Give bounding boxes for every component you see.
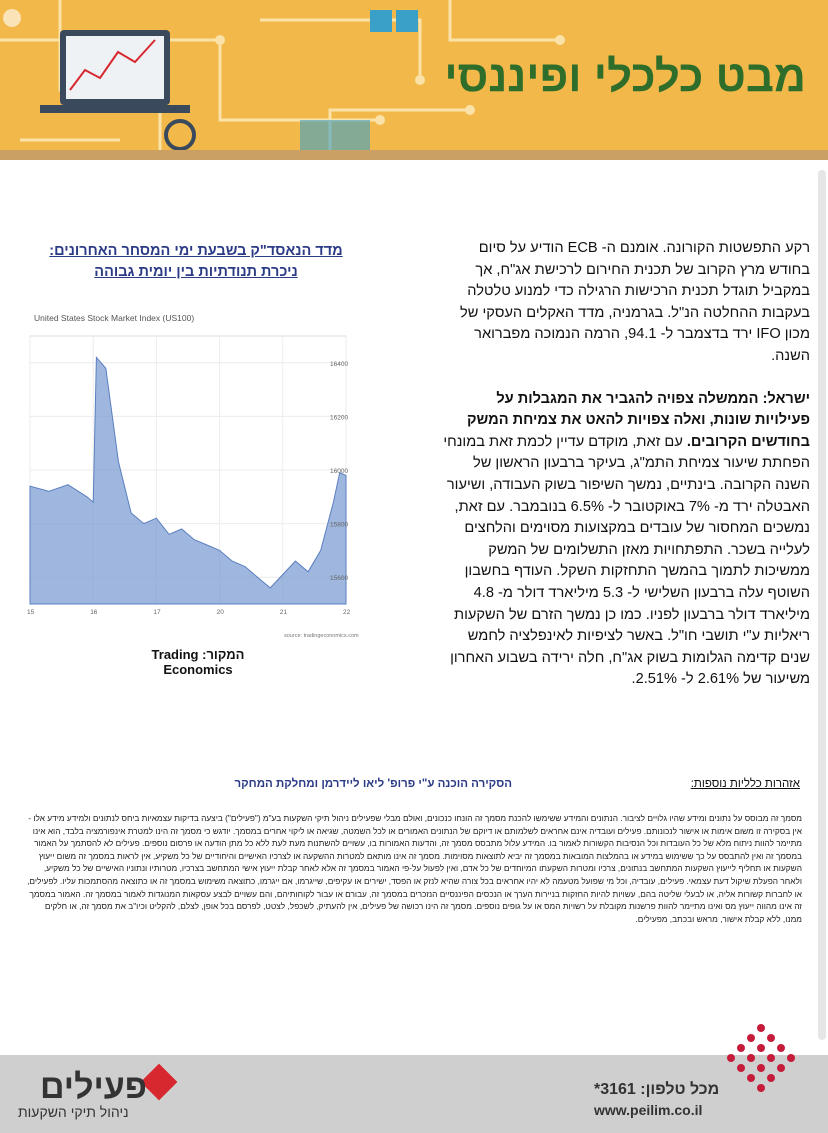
brand-dots-icon bbox=[726, 1022, 796, 1092]
chart-y-tick: 16400 bbox=[330, 360, 349, 368]
brand-name: פעילים bbox=[40, 1068, 147, 1106]
chart-x-tick: 22 bbox=[343, 609, 351, 616]
prepared-by: הסקירה הוכנה ע"י פרופ' ליאו ליידרמן ומחלקת המחקר bbox=[234, 778, 512, 790]
chart-inner-title: United States Stock Market Index (US100) bbox=[34, 313, 195, 323]
chart-source bbox=[118, 647, 278, 677]
chart-y-tick: 15800 bbox=[330, 521, 349, 529]
chart-x-tick: 17 bbox=[153, 609, 161, 616]
chart-title-line1: מדד הנאסד"ק בשבעת ימי המסחר האחרונים: bbox=[49, 243, 343, 259]
chart-x-tick: 21 bbox=[279, 609, 288, 616]
paragraph-israel-headline: ישראל: הממשלה צפויה להגביר את המגבלות על פעילויות שונות, ואלה צפויות להאט את צמיחת המשק בחודשים הקרובים. bbox=[466, 390, 810, 450]
scrollbar[interactable] bbox=[818, 170, 826, 1040]
main-text bbox=[440, 238, 810, 712]
chart-x-tick: 16 bbox=[90, 609, 98, 616]
chart-x-tick: 15 bbox=[27, 609, 35, 616]
chart-title-line2: ניכרת תנודתיות בין יומית גבוהה bbox=[94, 264, 298, 280]
disclaimer-heading: אזהרות כלליות נוספות: bbox=[690, 778, 800, 790]
source-value: Trading Economics bbox=[151, 647, 233, 677]
chart-title bbox=[30, 241, 362, 283]
chart-source-note: source: tradingeconomics.com bbox=[284, 633, 359, 639]
banner-title: מבט כלכלי ופיננסי bbox=[444, 52, 806, 101]
chart-y-tick: 16200 bbox=[330, 414, 349, 422]
chart-x-tick: 20 bbox=[216, 609, 224, 616]
footer-phone: מכל טלפון: 3161* bbox=[594, 1081, 720, 1098]
paragraph-israel-body: עם זאת, מוקדם עדיין לכמת זאת במונחי הפחתת שיעור צמיחת התמ"ג, בעיקר ברבעון הראשון של השנה הקרובה. בינתיים, נמשך השיפור בשוק העבודה, ושיעור האבטלה ירד מ- 7% באוקטובר ל- 6.5% בנובמבר. עם זאת, נמשכים המחסור של עובדים במקצועות מסוימים והלחצים לעלייה בשכר. התפתחויות מאזן התשלומים של המשק ממשיכות לתמוך בהמשך התחזקות השקל. העודף בחשבון השוטף עלה ברבעון השלישי ל- 5.3 מיליארד דולר מ- 4.8 מיליארד דולר ברבעון לפניו. כמו כן נמשך הזרם של השקעות ריאליות ע"י תושבי חו"ל. באשר לציפיות לאינפלציה לחמש שנים קדימה הגלומות בשוק אג"ח, חלה ירידה בשבוע האחרון משיעור של 2.61% ל- 2.51%. bbox=[443, 433, 810, 688]
chart-area bbox=[30, 357, 349, 604]
paragraph-israel bbox=[440, 389, 810, 691]
banner-strip bbox=[0, 150, 828, 160]
nasdaq-chart bbox=[28, 308, 360, 638]
chart-y-tick: 16000 bbox=[330, 468, 349, 475]
brand-subtitle: ניהול תיקי השקעות bbox=[18, 1104, 129, 1120]
source-label: המקור: bbox=[202, 647, 245, 662]
disclaimer-header bbox=[70, 778, 800, 796]
paragraph-europe: רקע התפשטות הקורונה. אומנם ה- ECB הודיע על סיום בחודש מרץ הקרוב של תכנית החירום לרכישת אג"ח, אך במקביל תוגדל תכנית הרכישות הרגילה כדי למנוע טלטלה בעקבות ההחלטה הנ"ל. בגרמניה, מדד האקלים העסקי של מכון IFO ירד בדצמבר ל- 94.1, הרמה הנמוכה מפברואר השנה. bbox=[460, 240, 810, 364]
header-banner bbox=[0, 0, 828, 160]
chart-y-tick: 15600 bbox=[330, 575, 349, 583]
disclaimer-body: מסמך זה מבוסס על נתונים ומידע שהיו גלויים לציבור. הנתונים והמידע ששימשו להכנת מסמך זה הונחו כנכונים, ואולם מבלי שפעילים ניהול תיקי השקעות בע"מ ("פעילים") ביצעה בדיקות עצמאיות ביחס לנתונים ולמידע מידע אלו - אין בסקירה זו משום אימות או אישור לנכונותם. פעילים ועובדיה אינם אחראים לשלמותם או דיוקם של הנתונים האמורים או לכל השמטה, שגיאה או ליקוי אחרים במסמך. יודגש כי מסמך זה הינו למטרת אינפורמציה בלבד, הוא אינו מתיימר להוות ניתוח מלא של כל העובדות וכל הנסיבות הקשורות לאמור בו. המידע עלול מתבסס מסמך זה, והדעות האמורות בו, עשויים להשתנות מעת לעת ללא כל מתן הודעה או פרסום נוספים. פעילים לא להסתמך על האמור במסמך זה ואין להתבסס על כך ששימוש במידע או בהמלצות המובאות במסמך זה יביא לתוצאות מסוימות. מסמך זה אינו מותאם למטרות ההשקעה או לצרכיו האישיים והיחודיים של כל משקיע, אין לראות במסמך זה משום ייעוץ השקעות או תחליף לייעוץ השקעות המתחשב בנתונים, צרכיו ומטרות השקעתו המיוחדים של כל אדם, ואין לפעול על-פי האמור במסמך זה אלא לאחר קבלת ייעוץ אישי המתחשב בצרכיו, מטרותיו ונתוניו האישיים של כל משקיע, ולאחר הפעלת שיקול דעת עצמאי. פעילים, עובדיה, וכל מי שפועל מטעמה לא יהיו אחראים בכל צורה שהיא לנזק או הפסד, ישירים או עקיפים, שייגרמו, אם ייגרמו, כתוצאה משימוש במסמך זה או כתוצאה מהסתמכות עליו. לפעילים, או לחברות קשורות אליה, או לבעלי שליטה בהם, עשויות להיות החזקות בניירות הערך או הנכסים הפיננסיים הנזכרים במסמך זה, עבורם או עבור לקוחותיהם, והם עשויים לבצע עסקאות המנוגדות לאמור במסמך זה. האמור במסמך זה אינו מהווה ייעוץ מס ואינו מתיימר להוות פרשנות מקובלת על רשויות המס או על גופים נוספים. מסמך זה הינו רכושה של פעילים, אין להעתיק, לשכפל, לצטט, לפרסם בכל אופן, לצלם, להקליט וכיו"ב את מסמך זה, או חלקים ממנו, ללא קבלת אישור, מראש ובכתב, מפעילים. bbox=[27, 813, 802, 924]
footer-url[interactable]: www.peilim.co.il bbox=[594, 1102, 703, 1118]
